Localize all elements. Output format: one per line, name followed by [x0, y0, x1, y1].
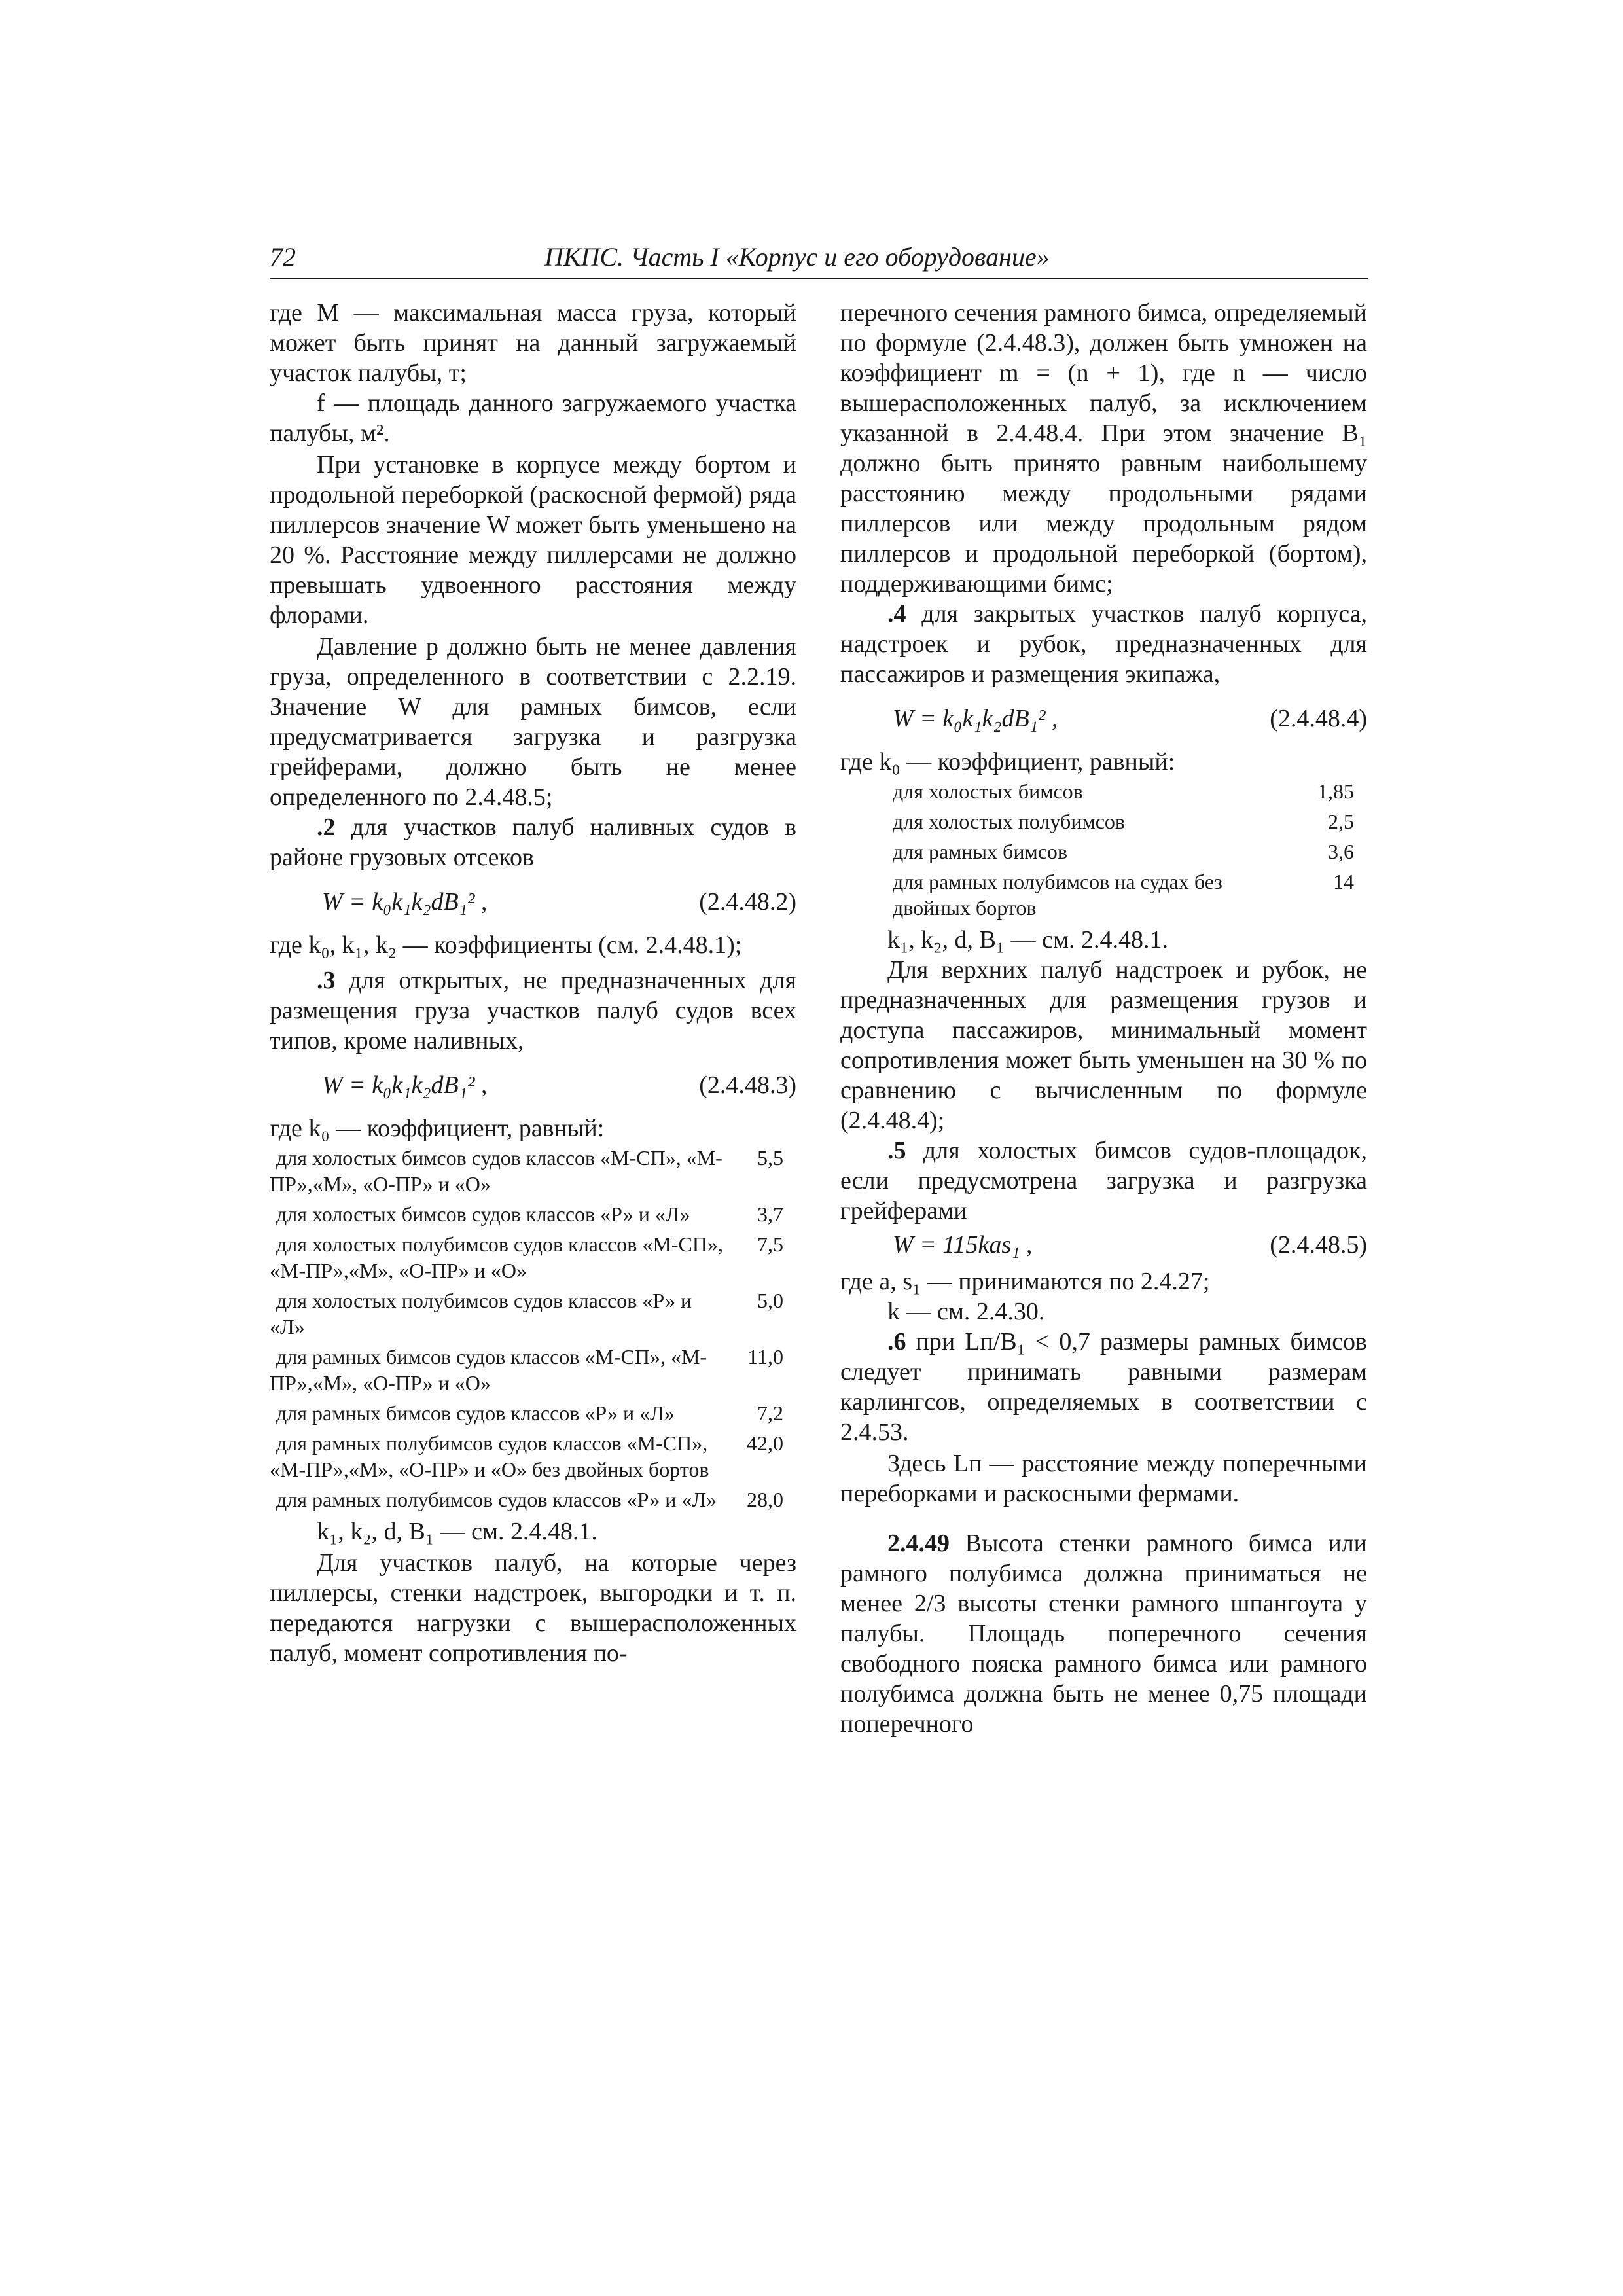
- formula-number: (2.4.48.3): [699, 1071, 796, 1099]
- paragraph: Давление p должно быть не менее давления груза, определенного в соответствии с 2.2.19. Значение W для рамных бимсов, если предусматривается загрузка и разгрузка грейферами, должно быть не менее определенного по 2.4.48.5;: [270, 633, 796, 811]
- formula-2: [270, 887, 796, 921]
- section-text: для участков палуб наливных судов в районе грузовых отсеков: [270, 814, 796, 871]
- paragraph: где M — максимальная масса груза, который может быть принят на данный загружаемый участок палубы, т;: [270, 299, 796, 387]
- section-5: [840, 1136, 1367, 1226]
- paragraph: f — площадь данного загружаемого участка палубы, м².: [270, 389, 796, 447]
- reference-line: k₁, k₂, d, B₁ — см. 2.4.48.1.: [317, 1518, 598, 1545]
- coefficient-row: для холостых бимсов 1,85: [893, 780, 1354, 803]
- paragraph: перечного сечения рамного бимса, определяемый по формуле (2.4.48.3), должен быть умножен на коэффициент m = (n + 1), где n — число вышерасположенных палуб, за исключением указанной в 2.4.48.4. При этом значение B₁ должно быть принято равным наибольшему расстоянию между продольными рядами пиллерсов или между продольным рядом пиллерсов и продольной переборкой (бортом), поддерживающими бимс;: [840, 299, 1367, 598]
- coefficient-row: для рамных полубимсов на судах без двойных бортов 14: [893, 870, 1354, 920]
- section-text: Высота стенки рамного бимса или рамного полубимса должна приниматься не менее 2/3 высоты стенки рамного шпангоута у палубы. Площадь поперечного сечения свободного пояска рамного бимса или рамного полубимса должна быть не менее 0,75 площади поперечного: [840, 1530, 1367, 1738]
- paragraph: Здесь Lп — расстояние между поперечными переборками и раскосными фермами.: [840, 1450, 1367, 1507]
- section-number: .5: [887, 1137, 906, 1164]
- section-text: для открытых, не предназначенных для размещения груза участков палуб судов всех типов, кроме наливных,: [270, 967, 796, 1054]
- coefficient-list: [270, 1145, 796, 1513]
- formula-number: (2.4.48.2): [699, 888, 796, 916]
- section-text: для холостых бимсов судов-площадок, если предусмотрена загрузка и разгрузка грейферами: [840, 1137, 1367, 1225]
- formula-5: [840, 1230, 1367, 1264]
- where-clause: где k₀ — коэффициент, равный:: [270, 1115, 605, 1142]
- where-clause: где k₀, k₁, k₂ — коэффициенты (см. 2.4.48.1);: [270, 931, 742, 959]
- coefficient-row: для холостых полубимсов 2,5: [893, 810, 1354, 833]
- page-number: 72: [270, 242, 296, 272]
- section-number: .2: [317, 814, 336, 841]
- left-column: [270, 298, 796, 1668]
- section-number: .3: [317, 967, 336, 994]
- section-2-4-49: [840, 1528, 1367, 1739]
- section-6: [840, 1327, 1367, 1447]
- section-4: [840, 599, 1367, 689]
- coefficient-list: [840, 778, 1367, 921]
- formula-expression: W = k₀k₁k₂dB₁² ,: [893, 705, 1058, 732]
- coefficient-row: для холостых полубимсов судов классов «М-СП», «М-ПР»,«М», «О-ПР» и «О» 7,5: [270, 1232, 783, 1282]
- formula-4: [840, 704, 1367, 738]
- section-text: при Lп/B₁ < 0,7 размеры рамных бимсов следует принимать равными размерам карлингсов, определяемых в соответствии с 2.4.53.: [840, 1328, 1367, 1446]
- page-header: [270, 236, 1368, 279]
- coefficient-row: для холостых бимсов судов классов «Р» и «Л» 3,7: [276, 1202, 783, 1226]
- coefficient-row: для рамных полубимсов судов классов «М-СП», «М-ПР»,«М», «О-ПР» и «О» без двойных бортов 42,0: [270, 1431, 783, 1481]
- section-text: для закрытых участков палуб корпуса, надстроек и рубок, предназначенных для пассажиров и размещения экипажа,: [840, 600, 1367, 688]
- right-column: [840, 298, 1367, 1739]
- where-clause: где a, s₁ — принимаются по 2.4.27;: [840, 1268, 1210, 1295]
- paragraph: Для верхних палуб надстроек и рубок, не предназначенных для размещения грузов и доступа пассажиров, минимальный момент сопротивления может быть уменьшен на 30 % по сравнению с вычисленным по формуле (2.4.48.4);: [840, 956, 1367, 1134]
- formula-3: [270, 1070, 796, 1104]
- formula-number: (2.4.48.4): [1270, 705, 1367, 732]
- section-2: [270, 812, 796, 872]
- where-clause: где k₀ — коэффициент, равный:: [840, 748, 1175, 776]
- coefficient-row: для рамных бимсов 3,6: [893, 840, 1354, 863]
- section-3: [270, 965, 796, 1056]
- formula-expression: W = k₀k₁k₂dB₁² ,: [322, 888, 488, 916]
- paragraph: Для участков палуб, на которые через пиллерсы, стенки надстроек, выгородки и т. п. передаются нагрузки с вышерасположенных палуб, момент сопротивления по-: [270, 1549, 796, 1667]
- formula-expression: W = k₀k₁k₂dB₁² ,: [322, 1071, 488, 1099]
- reference-line: k₁, k₂, d, B₁ — см. 2.4.48.1.: [887, 926, 1169, 954]
- running-head: ПКПС. Часть I «Корпус и его оборудование»: [544, 242, 1050, 272]
- section-number: 2.4.49: [887, 1530, 950, 1557]
- paragraph: При установке в корпусе между бортом и продольной переборкой (раскосной фермой) ряда пиллерсов значение W может быть уменьшено на 20 %. Расстояние между пиллерсами не должно превышать удвоенного расстояния между флорами.: [270, 451, 796, 629]
- coefficient-row: для рамных полубимсов судов классов «Р» и «Л» 28,0: [276, 1488, 783, 1511]
- coefficient-row: для холостых бимсов судов классов «М-СП», «М-ПР»,«М», «О-ПР» и «О» 5,5: [270, 1146, 783, 1196]
- coefficient-row: для рамных бимсов судов классов «Р» и «Л» 7,2: [276, 1401, 783, 1425]
- section-number: .6: [887, 1328, 906, 1355]
- coefficient-row: для рамных бимсов судов классов «М-СП», «М-ПР»,«М», «О-ПР» и «О» 11,0: [270, 1345, 783, 1395]
- coefficient-row: для холостых полубимсов судов классов «Р» и «Л» 5,0: [270, 1289, 783, 1338]
- section-number: .4: [887, 600, 906, 628]
- where-clause: k — см. 2.4.30.: [887, 1298, 1045, 1325]
- formula-number: (2.4.48.5): [1270, 1231, 1367, 1259]
- formula-expression: W = 115kas₁ ,: [893, 1231, 1033, 1259]
